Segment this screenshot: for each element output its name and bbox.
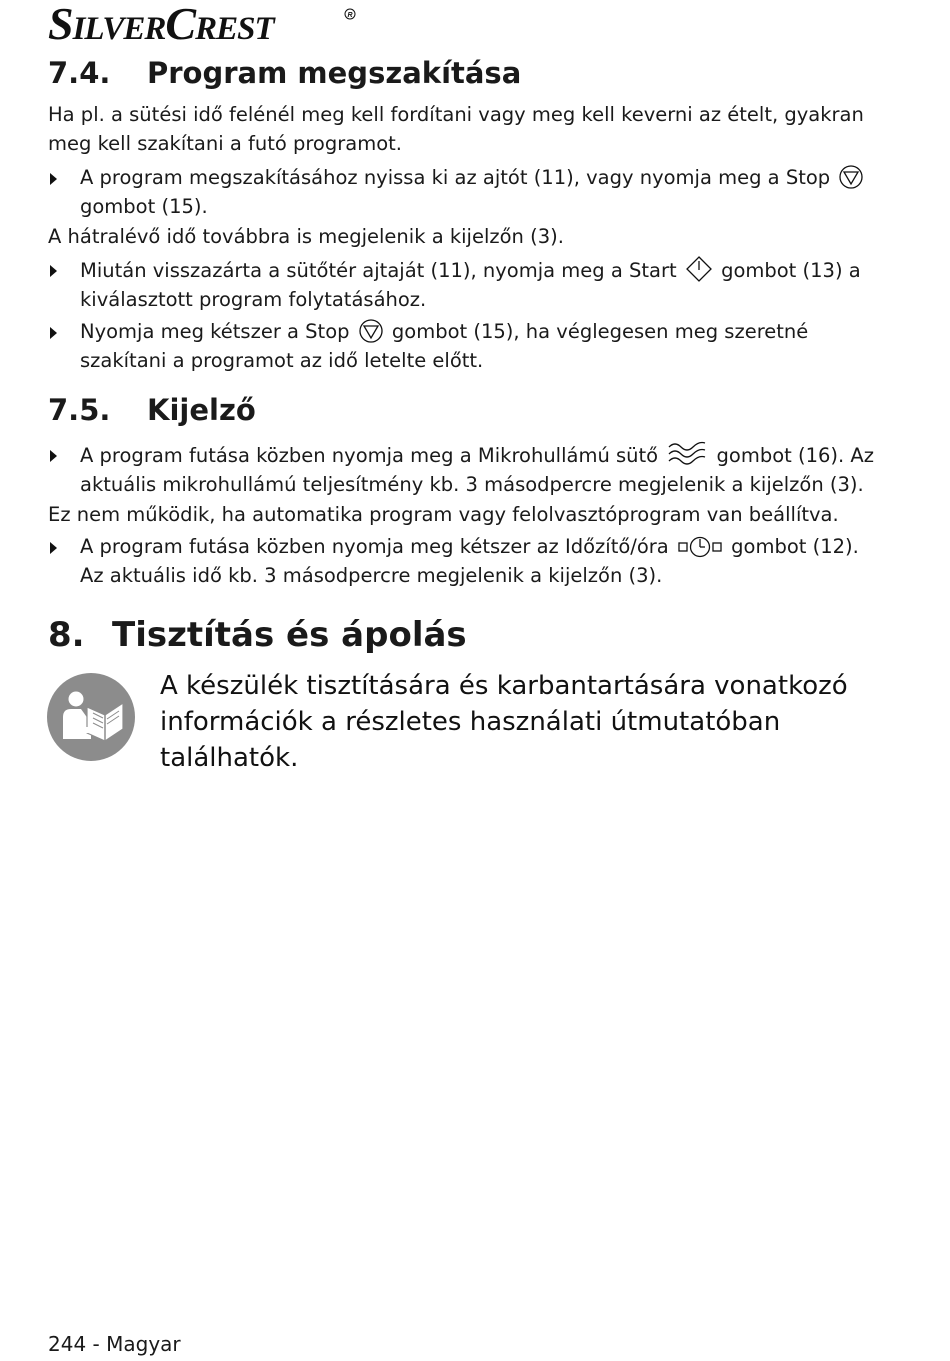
- stop-triangle-icon: [359, 319, 383, 343]
- svg-text:R: R: [347, 12, 352, 19]
- section-7-5-heading: [48, 393, 256, 427]
- section-title: Tisztítás és ápolás: [112, 615, 467, 655]
- section-number: 7.4.: [48, 56, 111, 90]
- bullet-text: gombot (15), ha véglegesen meg szeretné szakítani a programot az idő letelte előtt.: [80, 320, 809, 372]
- section-number: 7.5.: [48, 393, 111, 427]
- s74-intro-paragraph: Ha pl. a sütési idő felénél meg kell fordítani vagy meg kell keverni az ételt, gyakran meg kell szakítani a futó programot.: [48, 103, 864, 155]
- bullet-text: gombot (16). Az aktuális mikrohullámú teljesítmény kb. 3 másodpercre megjelenik a kijelzőn (3).: [80, 444, 874, 496]
- svg-text:SILVERCREST: SILVERCREST: [48, 2, 274, 46]
- stop-triangle-icon: [839, 165, 863, 189]
- section-title: Kijelző: [147, 393, 256, 427]
- page-footer: 244 - Magyar: [48, 1332, 181, 1356]
- bullet-text: gombot (15).: [80, 194, 208, 218]
- section-number: 8.: [48, 615, 85, 655]
- bullet-text: gombot (12). Az aktuális idő kb. 3 másodpercre megjelenik a kijelzőn (3).: [80, 535, 859, 587]
- bullet-text: A program futása közben nyomja meg a Mikrohullámú sütő: [80, 444, 659, 467]
- section-title: Program megszakítása: [147, 56, 522, 90]
- bullet-arrow-icon: [50, 265, 57, 277]
- bullet-arrow-icon: [50, 327, 57, 339]
- bullet-text: Nyomja meg kétszer a Stop: [80, 320, 350, 343]
- bullet-text: Miután visszazárta a sütőtér ajtaját (11), nyomja meg a Start: [80, 259, 677, 282]
- bullet-text: A program megszakításához nyissa ki az ajtót (11), vagy nyomja meg a Stop: [80, 166, 831, 189]
- read-manual-icon: [47, 673, 135, 765]
- bullet-arrow-icon: [50, 450, 57, 462]
- bullet-arrow-icon: [50, 173, 57, 185]
- microwave-waves-icon: [667, 441, 707, 467]
- bullet-text: A program futása közben nyomja meg kétszer az Időzítő/óra: [80, 535, 669, 558]
- bullet-arrow-icon: [50, 542, 57, 554]
- start-diamond-icon: [686, 256, 712, 282]
- section-7-4-heading: [48, 56, 521, 90]
- silvercrest-logo-mark: [48, 2, 358, 46]
- s8-lead-text: A készülék tisztítására és karbantartására vonatkozó információk a részletes használati útmutatóban találhatók.: [160, 671, 848, 773]
- silvercrest-logo: [48, 2, 358, 51]
- timer-clock-icon: [678, 536, 722, 558]
- s74-note: A hátralévő idő továbbra is megjelenik a kijelzőn (3).: [48, 225, 564, 248]
- section-8-heading: [48, 615, 467, 655]
- bullet-text: gombot (13) a kiválasztott program folytatásához.: [80, 259, 861, 311]
- s75-note: Ez nem működik, ha automatika program vagy felolvasztóprogram van beállítva.: [48, 503, 839, 526]
